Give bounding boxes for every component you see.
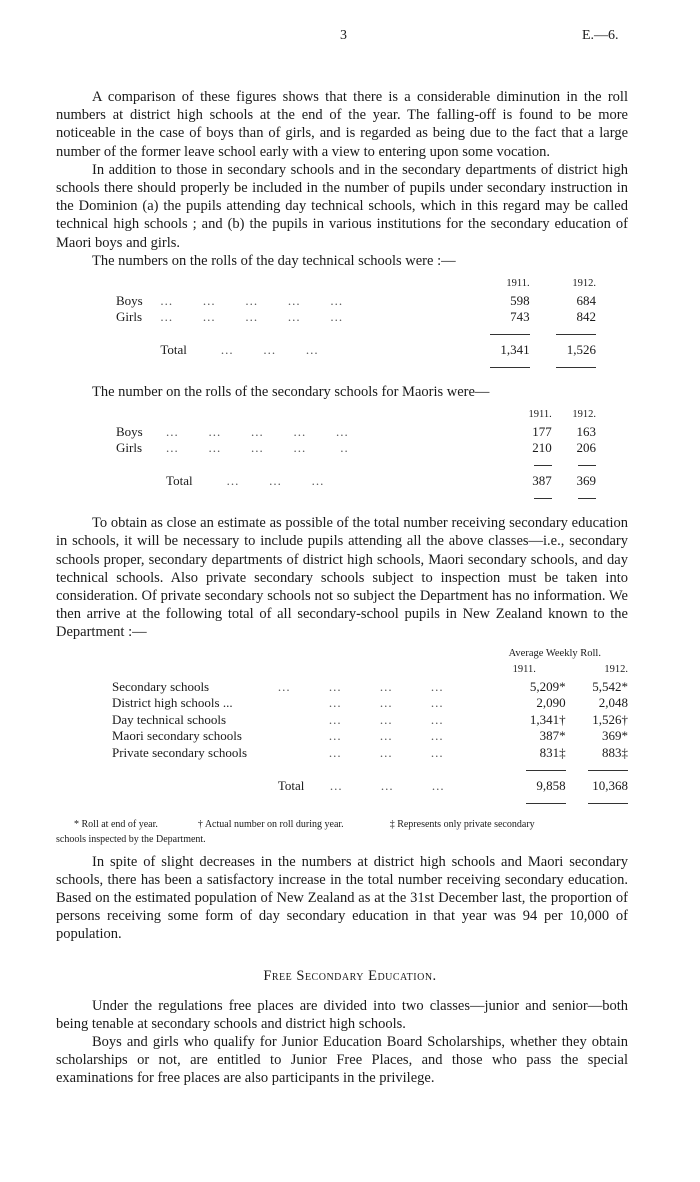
footnote: * Roll at end of year. <box>74 818 158 830</box>
cell: 831‡ <box>539 744 566 760</box>
cell: 1,341† <box>529 711 566 727</box>
rule <box>588 770 628 771</box>
total-label: Total <box>160 342 187 358</box>
row-label: Maori secondary schools <box>112 728 242 744</box>
cell: 387 <box>532 473 552 489</box>
section-heading: Free Secondary Education. <box>263 967 437 984</box>
total-row: Total ... ... ... 9,858 10,368 <box>277 777 628 793</box>
cell: 743 <box>510 309 530 325</box>
footnotes <box>56 817 646 847</box>
rule <box>526 803 566 804</box>
paragraph: The numbers on the rolls of the day technical schools were :— <box>92 252 456 269</box>
table-row <box>112 695 628 712</box>
cell: 9,858 <box>536 777 566 793</box>
paragraph: A comparison of these figures shows that there is a considerable diminution in the roll numbers at district high schools at the end of the year. The falling-off is found to be more noticeable in the case of boys than of girls, and is regarded as being due to the fact that a large number of the former leave school early with a view to entering upon some vocation. <box>56 89 628 160</box>
body-text <box>56 514 628 641</box>
total-label: Total <box>277 777 305 793</box>
rule <box>534 498 552 499</box>
row-label: Girls <box>116 309 142 325</box>
cell: 1,526 <box>566 342 596 358</box>
paragraph: In spite of slight decreases in the numbers at district high schools and Maori secondary schools, there has been a satisfactory increase in the total number receiving secondary education. Based on the estimated population of New Zealand as at the 31st December last, the proportion of persons receiving some form of day secondary education in that year was 94 per 10,000 of population. <box>56 853 628 943</box>
leader-dots: ... ... ... <box>277 711 444 727</box>
cell: 2,048 <box>598 695 628 711</box>
cell: 684 <box>576 292 596 308</box>
leader-dots: ... ... ... ... ... <box>160 292 344 308</box>
leader-dots: ... ... ... <box>277 695 444 711</box>
leader-dots: ... ... ... <box>277 744 444 760</box>
year-header: 1911. <box>528 409 552 421</box>
table-row <box>112 728 628 745</box>
footnote: † Actual number on roll during year. <box>197 818 344 830</box>
rule <box>578 465 596 466</box>
paragraph: In addition to those in secondary schools and in the secondary departments of district high schools there should properly be included in the number of pupils under secondary instruction in the Dominion (a) the pupils attending day technical schools, which in this regard may be called technical high schools ; and (b) the pupils in various institutions for the secondary education of Maori boys and girls. <box>56 161 628 251</box>
rule <box>556 334 596 335</box>
footnote: ‡ Represents only private secondary <box>389 818 535 830</box>
cell: 1,341 <box>500 342 530 358</box>
cell: 842 <box>576 309 596 325</box>
row-label: Boys <box>116 423 143 439</box>
table-row <box>112 745 628 762</box>
cell: 5,209* <box>529 678 566 694</box>
cell: 1,526† <box>592 711 628 727</box>
total-row: Total ... ... ... 1,341 1,526 <box>160 342 596 358</box>
row-label: Boys <box>116 292 143 308</box>
page-number: 3 <box>340 28 347 43</box>
page-header <box>0 28 700 48</box>
row-label: Private secondary schools <box>112 744 248 760</box>
paragraph: The number on the rolls of the secondary schools for Maoris were— <box>92 384 490 401</box>
cell: 163 <box>576 423 596 439</box>
rule <box>534 465 552 466</box>
total-secondary-table <box>112 646 628 811</box>
body-text <box>56 997 628 1088</box>
year-header: 1912. <box>604 664 628 676</box>
year-header: 1911. <box>512 664 536 676</box>
row-label: District high schools ... <box>112 695 233 711</box>
leader-dots: ... ... ... ... <box>277 678 444 694</box>
rule <box>556 367 596 368</box>
footnote: schools inspected by the Department. <box>56 833 206 845</box>
year-header: 1912. <box>572 409 596 421</box>
cell: 10,368 <box>592 777 628 793</box>
cell: 369* <box>602 728 628 744</box>
table-row <box>116 424 596 441</box>
table-row <box>116 309 596 326</box>
cell: 177 <box>532 423 552 439</box>
year-header: 1912. <box>572 278 596 290</box>
paragraph: Boys and girls who qualify for Junior Education Board Scholarships, whether they obtain scholarships or not, are entitled to Junior Free Places, and those who pass the special examinations for free places are also participants in the privilege. <box>56 1034 628 1087</box>
cell: 883‡ <box>602 744 628 760</box>
cell: 2,090 <box>536 695 566 711</box>
paragraph: Under the regulations free places are divided into two classes—junior and senior—both being tenable at secondary schools and district high schools. <box>56 997 628 1032</box>
cell: 206 <box>576 440 596 456</box>
cell: 387* <box>539 728 566 744</box>
row-label: Girls <box>116 440 142 456</box>
row-label: Day technical schools <box>112 711 227 727</box>
day-technical-table <box>116 276 596 375</box>
year-header: 1911. <box>506 278 530 290</box>
rule <box>588 803 628 804</box>
column-caption: Average Weekly Roll. <box>508 647 601 659</box>
total-row: Total ... ... ... 387 369 <box>166 473 596 489</box>
document-reference: E.—6. <box>582 28 619 43</box>
maori-schools-table <box>116 407 596 506</box>
row-label: Secondary schools <box>112 678 210 694</box>
cell: 5,542* <box>592 678 628 694</box>
cell: 598 <box>510 292 530 308</box>
total-label: Total <box>166 473 193 489</box>
body-text <box>56 383 628 401</box>
rule <box>526 770 566 771</box>
leader-dots: ... ... ... <box>277 728 444 744</box>
body-text-top <box>56 88 628 270</box>
table-row <box>116 440 596 457</box>
leader-dots: ... ... ... ... ... <box>160 309 344 325</box>
rule <box>490 334 530 335</box>
cell: 369 <box>576 473 596 489</box>
table-row <box>116 293 596 310</box>
body-text <box>56 853 628 944</box>
table-row <box>112 679 628 696</box>
rule <box>490 367 530 368</box>
rule <box>578 498 596 499</box>
table-row <box>112 712 628 729</box>
leader-dots: ... ... ... ... .. <box>166 440 349 456</box>
leader-dots: ... ... ... ... ... <box>166 423 349 439</box>
paragraph: To obtain as close an estimate as possible of the total number receiving secondary education in schools, it will be necessary to include pupils attending all the above classes—i.e., secondary schools proper, secondary departments of district high schools, Maori secondary schools, and day technical schools. Also private secondary schools subject to inspection must be taken into consideration. Of private secondary schools not so subject the Department has no information. We then arrive at the following total of all secondary-school pupils in New Zealand known to the Department :— <box>56 515 628 641</box>
cell: 210 <box>532 440 552 456</box>
